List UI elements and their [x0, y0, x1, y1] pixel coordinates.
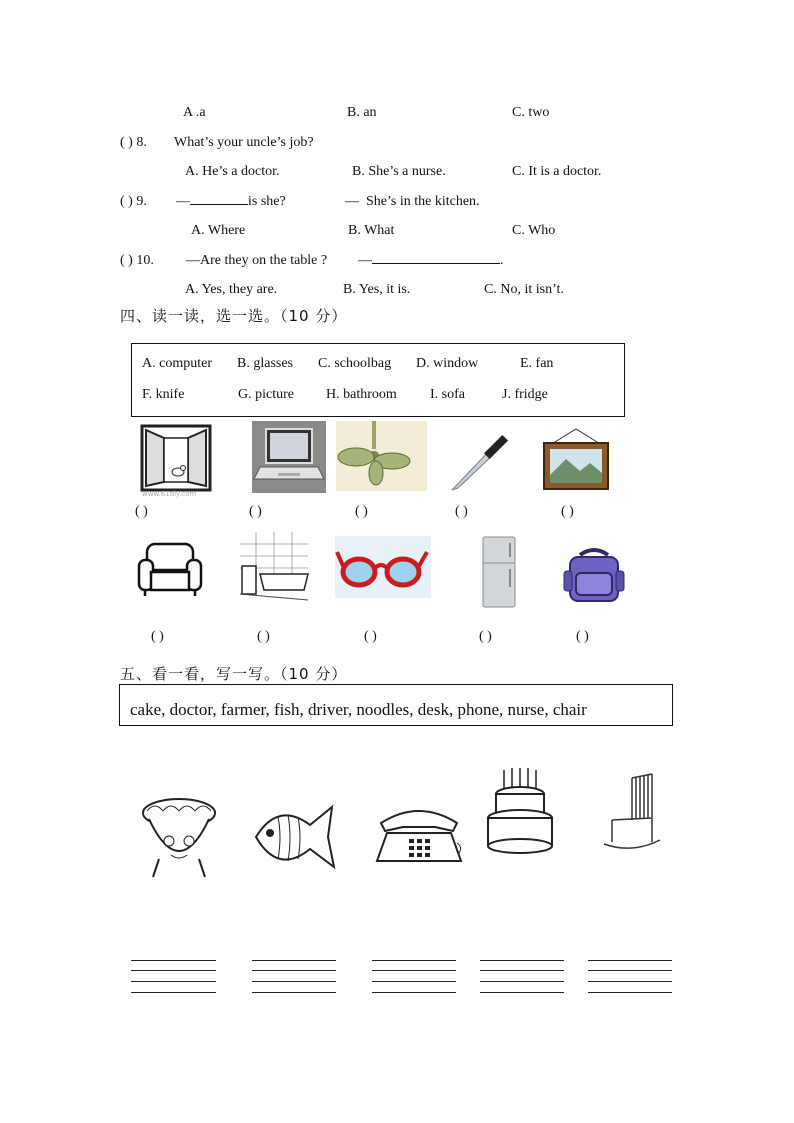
- option-d: D. window: [416, 356, 479, 371]
- answer-paren-4[interactable]: ( ): [455, 504, 468, 519]
- answer-paren-3[interactable]: ( ): [355, 504, 368, 519]
- section4-heading: 四、读一读，选一选。（10 分）: [120, 307, 348, 325]
- q7-option-a: A .a: [183, 105, 206, 120]
- writing-line[interactable]: [480, 992, 564, 993]
- q9-answer-blank[interactable]: [190, 204, 248, 205]
- writing-line[interactable]: [588, 960, 672, 961]
- option-h: H. bathroom: [326, 387, 397, 402]
- schoolbag-icon: [562, 545, 626, 607]
- glasses-icon: [335, 536, 431, 598]
- fan-icon: [336, 421, 427, 491]
- q8-option-a: A. He’s a doctor.: [185, 164, 280, 179]
- q10-option-b: B. Yes, it is.: [343, 282, 411, 297]
- writing-line[interactable]: [131, 992, 216, 993]
- picture-icon: [540, 427, 612, 493]
- writing-line[interactable]: [131, 981, 216, 982]
- q9-reply-text: She’s in the kitchen.: [366, 194, 480, 209]
- q10-answer-blank[interactable]: [372, 263, 500, 264]
- wordbank-text: cake, doctor, farmer, fish, driver, noodles, desk, phone, nurse, chair: [130, 700, 587, 719]
- bathroom-icon: [238, 530, 310, 606]
- writing-line[interactable]: [252, 960, 336, 961]
- option-j: J. fridge: [502, 387, 548, 402]
- q9-reply: [345, 194, 480, 210]
- answer-paren-8[interactable]: ( ): [364, 629, 377, 644]
- sofa-icon: [135, 538, 205, 608]
- writing-line[interactable]: [588, 992, 672, 993]
- option-i: I. sofa: [430, 387, 465, 402]
- q8-number: ( ) 8.: [120, 135, 147, 150]
- option-e: E. fan: [520, 356, 554, 371]
- writing-line[interactable]: [252, 981, 336, 982]
- section4-option-box: [131, 343, 625, 417]
- fish-icon: [248, 797, 340, 879]
- writing-line[interactable]: [131, 960, 216, 961]
- answer-paren-10[interactable]: ( ): [576, 629, 589, 644]
- fridge-icon: [481, 535, 517, 609]
- q10-reply-dash: —: [358, 253, 372, 268]
- q9-dash: —: [176, 194, 190, 209]
- writing-line[interactable]: [588, 981, 672, 982]
- noodles-icon: [137, 793, 221, 883]
- writing-line[interactable]: [480, 981, 564, 982]
- phone-icon: [373, 803, 465, 873]
- q10-question: —Are they on the table ?: [186, 253, 328, 268]
- writing-line[interactable]: [588, 970, 672, 971]
- q8-question: What’s your uncle’s job?: [174, 135, 314, 150]
- answer-paren-1[interactable]: ( ): [135, 504, 148, 519]
- watermark-text: www.61dly.com: [142, 490, 197, 498]
- answer-paren-9[interactable]: ( ): [479, 629, 492, 644]
- writing-line[interactable]: [372, 960, 456, 961]
- q9-option-c: C. Who: [512, 223, 556, 238]
- writing-line[interactable]: [252, 992, 336, 993]
- q9-reply-dash: —: [345, 194, 359, 209]
- q9-question: [176, 194, 286, 210]
- computer-icon: [252, 421, 326, 493]
- q10-number: ( ) 10.: [120, 253, 154, 268]
- answer-paren-5[interactable]: ( ): [561, 504, 574, 519]
- option-f: F. knife: [142, 387, 185, 402]
- q7-option-c: C. two: [512, 105, 550, 120]
- writing-line[interactable]: [372, 992, 456, 993]
- knife-icon: [446, 424, 521, 494]
- chair-icon: [602, 772, 662, 856]
- writing-line[interactable]: [372, 970, 456, 971]
- option-g: G. picture: [238, 387, 294, 402]
- q7-option-b: B. an: [347, 105, 377, 120]
- answer-paren-6[interactable]: ( ): [151, 629, 164, 644]
- q10-option-c: C. No, it isn’t.: [484, 282, 564, 297]
- writing-line[interactable]: [252, 970, 336, 971]
- q9-option-a: A. Where: [191, 223, 246, 238]
- answer-paren-2[interactable]: ( ): [249, 504, 262, 519]
- writing-line[interactable]: [131, 970, 216, 971]
- option-b: B. glasses: [237, 356, 293, 371]
- answer-paren-7[interactable]: ( ): [257, 629, 270, 644]
- q10-option-a: A. Yes, they are.: [185, 282, 278, 297]
- option-c: C. schoolbag: [318, 356, 392, 371]
- q8-option-b: B. She’s a nurse.: [352, 164, 446, 179]
- q9-option-b: B. What: [348, 223, 395, 238]
- q10-reply: [358, 253, 504, 269]
- writing-line[interactable]: [372, 981, 456, 982]
- writing-line[interactable]: [480, 970, 564, 971]
- cake-icon: [484, 766, 556, 858]
- q10-period: .: [500, 253, 504, 268]
- q9-number: ( ) 9.: [120, 194, 147, 209]
- window-icon: [140, 424, 212, 498]
- option-a: A. computer: [142, 356, 212, 371]
- q8-option-c: C. It is a doctor.: [512, 164, 602, 179]
- q9-question-text: is she?: [248, 194, 286, 209]
- section5-heading: 五、看一看，写一写。（10 分）: [120, 665, 348, 683]
- writing-line[interactable]: [480, 960, 564, 961]
